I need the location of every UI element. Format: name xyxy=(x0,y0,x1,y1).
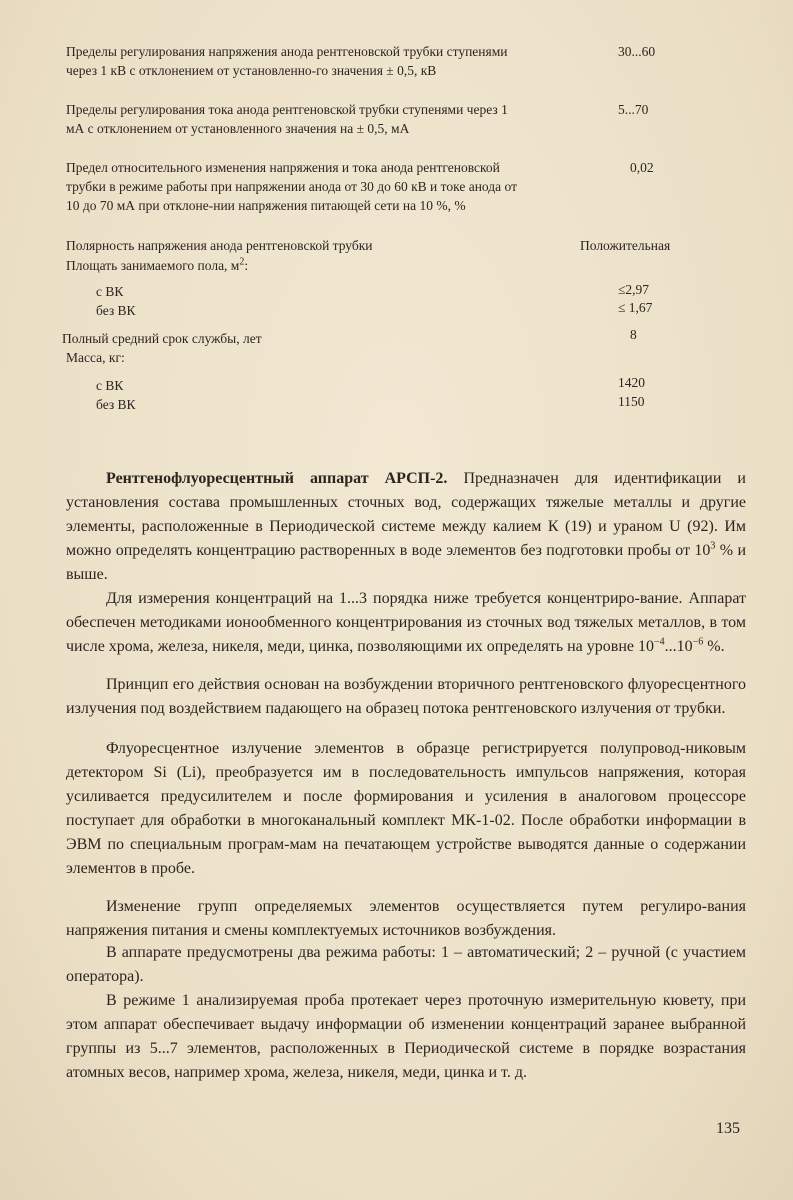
spec-value: Положительная xyxy=(580,238,671,253)
paragraph-intro: Рентгенофлуоресцентный аппарат АРСП-2. Предназначен для идентификации и установления состава промышленных сточных вод, содержащих тяжелые металлы и другие элементы, расположенные в Периодической системе между калием К (19) и ураном U (92). Им можно определять концентрацию растворенных в воде элементов без подготовки пробы от $10^3$ % и выше. xyxy=(66,470,747,583)
spec-service-life-label: Полный средний срок службы, лет xyxy=(62,331,262,346)
spec-label: Пределы регулирования напряжения анода рентгеновской трубки ступенями через 1 кВ с отклонением от установленно-го значения ± 0,5, кВ xyxy=(66,44,508,78)
area-row-label: с ВК xyxy=(96,284,124,299)
paragraph-principle: Принцип его действия основан на возбуждении вторичного рентгеновского флуоресцентного излучения под воздействием падающего на образец потока рентгеновского излучения от трубки. xyxy=(66,676,746,717)
area-row-value: ≤ 1,67 xyxy=(618,300,653,315)
paragraph-mode-one: В режиме 1 анализируемая проба протекает через проточную измерительную кювету, при этом аппарат обеспечивает выдачу информации об изменении концентраций заранее выбранной группы из 5...7 элементов, расположенных в Периодической системе в порядке возрастания атомных весов, например хрома, железа, никеля, меди, цинка и т. д. xyxy=(66,992,746,1081)
page-number: 135 xyxy=(716,1120,740,1137)
paragraph-concentration: Для измерения концентраций на 1...3 порядка ниже требуется концентриро-вание. Аппарат обеспечен методиками ионообменного концентрирования из сточных вод тяжелых металлов, в том числе хрома, железа, никеля, меди, цинка, позволяющими их определять на уровне $10^{-4}...10^{-6}$ %. xyxy=(66,590,746,655)
paragraph-element-groups: Изменение групп определяемых элементов осуществляется путем регулиро-вания напряжения питания и смены комплектуемых источников возбуждения. xyxy=(66,898,746,939)
area-row-value: ≤2,97 xyxy=(618,282,650,297)
device-title: Рентгенофлуоресцентный аппарат АРСП-2. xyxy=(106,470,448,487)
spec-label: Площать занимаемого пола, $м^2$: xyxy=(66,256,249,273)
paragraph-detection: Флуоресцентное излучение элементов в образце регистрируется полупровод-никовым детектором Si (Li), преобразуется им в последовательность импульсов напряжения, которая усиливается предусилителем и после формирования и усиления в аналоговом процессоре поступает для обработки в многоканальный комплект МК-1-02. После обработки информации в ЭВМ по специальным програм-мам на печатающем устройстве выводятся данные о содержании элементов в пробе. xyxy=(66,740,746,877)
spec-value: 30...60 xyxy=(618,44,656,59)
spec-label: Полярность напряжения анода рентгеновской трубки xyxy=(66,238,373,253)
spec-mass-label: Масса, кг: xyxy=(66,350,125,365)
paragraph-modes: В аппарате предусмотрены два режима работы: 1 – автоматический; 2 – ручной (с участием оператора). xyxy=(66,944,746,985)
area-row-label: без ВК xyxy=(96,303,136,318)
spec-label: Пределы регулирования тока анода рентгеновской трубки ступенями через 1 мА с отклонением от установленного значения на ± 0,5, мА xyxy=(66,102,508,136)
mass-row-label: с ВК xyxy=(96,378,124,393)
mass-row-value: 1150 xyxy=(618,394,645,409)
spec-value: 5...70 xyxy=(618,102,649,117)
spec-value: 0,02 xyxy=(630,160,654,175)
mass-row-label: без ВК xyxy=(96,397,136,412)
spec-label: Предел относительного изменения напряжения и тока анода рентгеновской трубки в режиме работы при напряжении анода от 30 до 60 кВ и токе анода от 10 до 70 мА при отклоне-нии напряжения питающей сети на 10 %, % xyxy=(66,160,517,213)
spec-service-life-value: 8 xyxy=(630,327,637,342)
mass-row-value: 1420 xyxy=(618,375,645,390)
